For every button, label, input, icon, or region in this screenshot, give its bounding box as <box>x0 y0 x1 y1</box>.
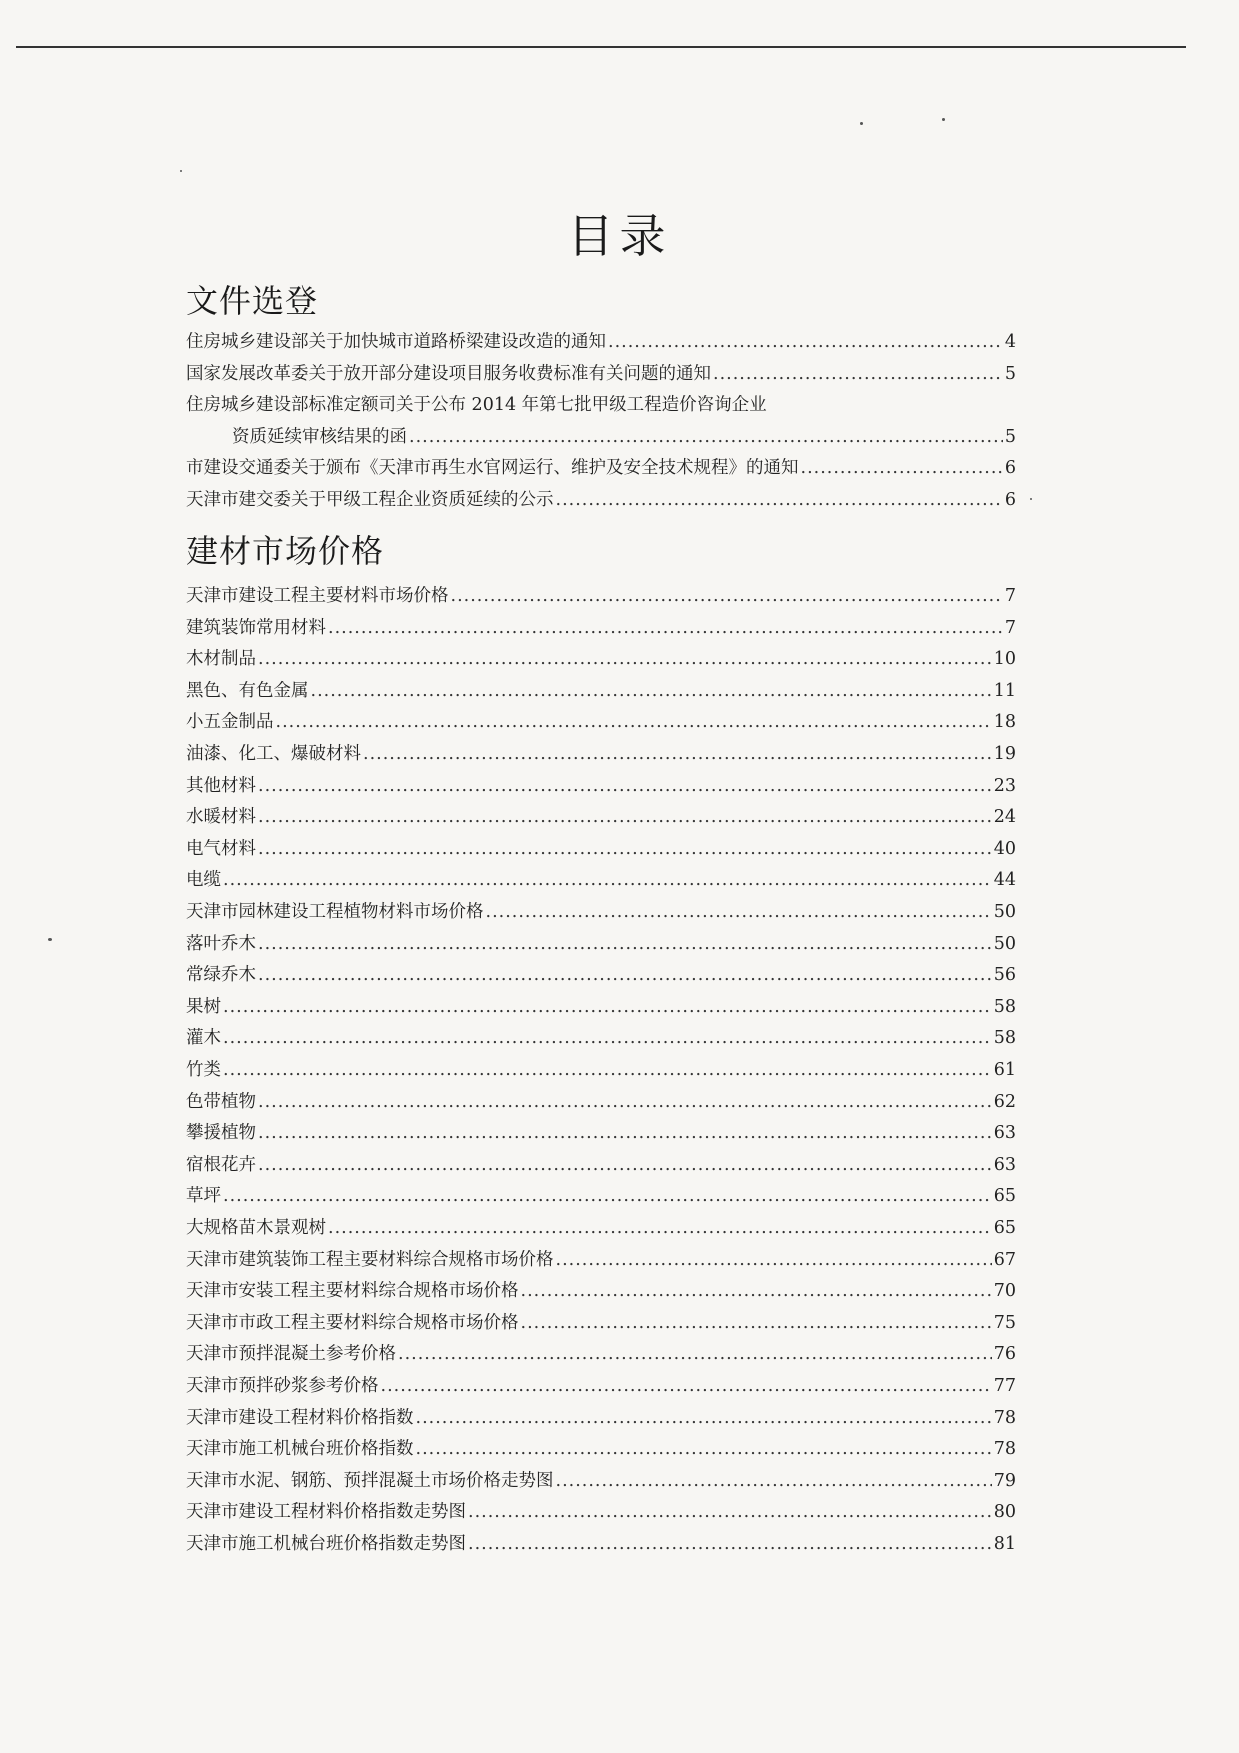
toc-entry[interactable]: 油漆、化工、爆破材料 ..... 19 <box>186 732 1016 764</box>
toc-entry[interactable]: 天津市建交委关于甲级工程企业资质延续的公示 ..... 6 <box>186 478 1016 510</box>
toc-entry[interactable]: 色带植物 ..... 62 <box>186 1080 1016 1112</box>
toc-entry[interactable]: 天津市建设工程材料价格指数 ..... 78 <box>186 1395 1016 1427</box>
toc-entry[interactable]: 天津市施工机械台班价格指数走势图 ..... 81 <box>186 1522 1016 1554</box>
toc-entry[interactable]: 天津市施工机械台班价格指数 ..... 78 <box>186 1427 1016 1459</box>
toc-entry[interactable]: 市建设交通委关于颁布《天津市再生水官网运行、维护及安全技术规程》的通知 ..... 6 <box>186 446 1016 478</box>
scan-speck <box>942 118 945 121</box>
scan-speck <box>48 938 52 941</box>
toc-entry[interactable]: 水暖材料 ..... 24 <box>186 795 1016 827</box>
toc-entry[interactable]: 小五金制品 ..... 18 <box>186 700 1016 732</box>
toc-list <box>186 574 1016 1553</box>
toc-entry[interactable]: 天津市市政工程主要材料综合规格市场价格 ..... 75 <box>186 1301 1016 1333</box>
toc-entry[interactable]: 木材制品 ..... 10 <box>186 637 1016 669</box>
scan-speck <box>1030 498 1032 500</box>
toc-entry[interactable]: 天津市园林建设工程植物材料市场价格 ..... 50 <box>186 890 1016 922</box>
toc-entry[interactable]: 天津市预拌混凝土参考价格 ..... 76 <box>186 1332 1016 1364</box>
section-heading: 建材市场价格 <box>186 532 385 570</box>
toc-entry[interactable]: 果树 ..... 58 <box>186 985 1016 1017</box>
toc-entry[interactable]: 住房城乡建设部关于加快城市道路桥梁建设改造的通知 ..... 4 <box>186 320 1016 352</box>
toc-list <box>186 320 1016 510</box>
toc-entry[interactable]: 住房城乡建设部标准定额司关于公布 2014 年第七批甲级工程造价咨询企业 <box>186 395 767 416</box>
toc-entry[interactable]: 常绿乔木 ..... 56 <box>186 953 1016 985</box>
page-title: 目录 <box>567 209 672 263</box>
toc-entry[interactable]: 灌木 ..... 58 <box>186 1016 1016 1048</box>
section-heading: 文件选登 <box>186 282 319 320</box>
toc-entry[interactable]: 天津市预拌砂浆参考价格 ..... 77 <box>186 1364 1016 1396</box>
toc-entry[interactable]: 宿根花卉 ..... 63 <box>186 1143 1016 1175</box>
toc-entry[interactable]: 其他材料 ..... 23 <box>186 764 1016 796</box>
toc-entry[interactable]: 大规格苗木景观树 ..... 65 <box>186 1206 1016 1238</box>
toc-entry[interactable]: 竹类 ..... 61 <box>186 1048 1016 1080</box>
toc-entry[interactable]: 天津市水泥、钢筋、预拌混凝土市场价格走势图 ..... 79 <box>186 1459 1016 1491</box>
toc-entry[interactable]: 天津市安装工程主要材料综合规格市场价格 ..... 70 <box>186 1269 1016 1301</box>
toc-entry[interactable]: 落叶乔木 ..... 50 <box>186 922 1016 954</box>
scan-speck <box>180 170 182 172</box>
toc-entry[interactable]: 天津市建设工程主要材料市场价格 ..... 7 <box>186 574 1016 606</box>
toc-entry[interactable]: 黑色、有色金属 ..... 11 <box>186 669 1016 701</box>
toc-entry[interactable]: 攀援植物 ..... 63 <box>186 1111 1016 1143</box>
toc-entry-continuation[interactable]: 资质延续审核结果的函 ..... 5 <box>186 415 1016 447</box>
toc-entry[interactable]: 天津市建设工程材料价格指数走势图 ..... 80 <box>186 1490 1016 1522</box>
top-rule <box>16 46 1186 48</box>
scan-speck <box>860 122 863 125</box>
toc-entry[interactable]: 天津市建筑装饰工程主要材料综合规格市场价格 ..... 67 <box>186 1237 1016 1269</box>
toc-entry[interactable]: 国家发展改革委关于放开部分建设项目服务收费标准有关问题的通知 ..... 5 <box>186 352 1016 384</box>
toc-entry[interactable]: 电气材料 ..... 40 <box>186 827 1016 859</box>
toc-entry[interactable]: 草坪 ..... 65 <box>186 1174 1016 1206</box>
toc-entry[interactable]: 电缆 ..... 44 <box>186 858 1016 890</box>
toc-entry[interactable]: 建筑装饰常用材料 ..... 7 <box>186 606 1016 638</box>
